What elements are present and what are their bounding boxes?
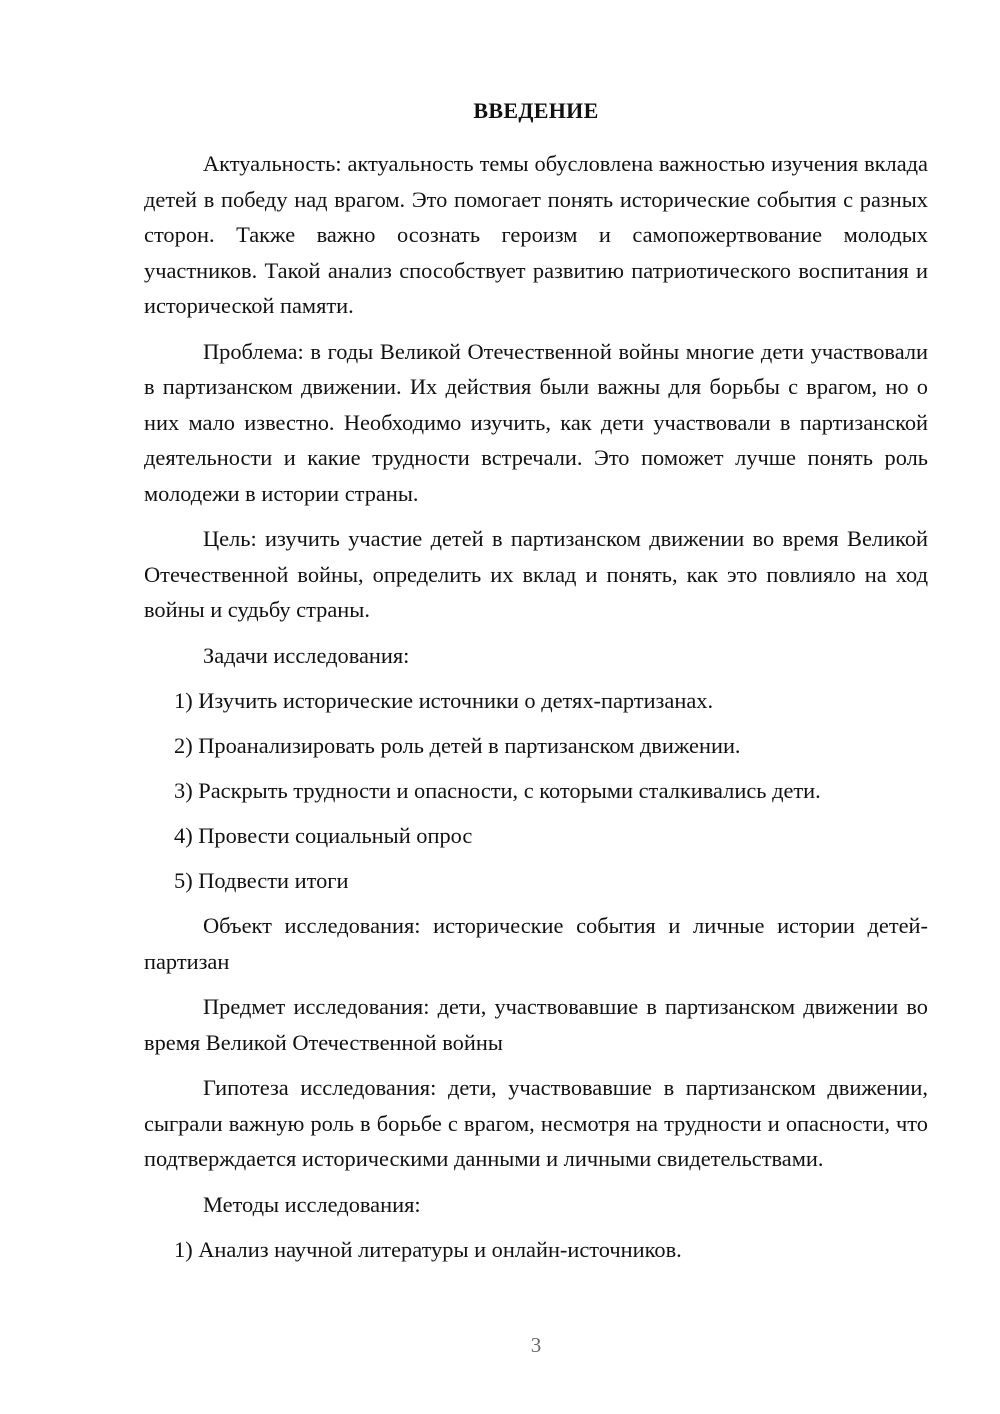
problem-paragraph: Проблема: в годы Великой Отечественной войны многие дети участвовали в партизанском движении. Их действия были важны для борьбы с врагом, но о них мало известно. Необходимо изучить, как дети участвовали в партизанской деятельности и какие трудности встречали. Это поможет лучше понять роль молодежи в истории страны. — [144, 338, 928, 506]
task-item-4: 4) Провести социальный опрос — [174, 823, 473, 848]
document-page — [144, 96, 928, 1277]
methods-heading: Методы исследования: — [203, 1191, 421, 1217]
method-item-1: 1) Анализ научной литературы и онлайн-источников. — [174, 1237, 682, 1262]
hypothesis-paragraph: Гипотеза исследования: дети, участвовавшие в партизанском движении, сыграли важную роль в борьбе с врагом, несмотря на трудности и опасности, что подтверждается историческими данными и личными свидетельствами. — [144, 1075, 928, 1171]
methods-list — [144, 1232, 928, 1268]
goal-paragraph: Цель: изучить участие детей в партизанском движении во время Великой Отечественной войны, определить их вклад и понять, как это повлияло на ход войны и судьбу страны. — [144, 526, 928, 622]
task-item-3: 3) Раскрыть трудности и опасности, с которыми сталкивались дети. — [174, 778, 821, 803]
subject-paragraph: Предмет исследования: дети, участвовавшие в партизанском движении во время Великой Отечественной войны — [144, 994, 928, 1055]
section-heading: ВВЕДЕНИЕ — [473, 98, 599, 123]
task-item-5: 5) Подвести итоги — [174, 868, 349, 893]
object-paragraph: Объект исследования: исторические события и личные истории детей-партизан — [144, 913, 928, 974]
page-number: 3 — [530, 1333, 542, 1357]
tasks-list — [144, 683, 928, 899]
task-item-2: 2) Проанализировать роль детей в партизанском движении. — [174, 733, 741, 758]
tasks-heading: Задачи исследования: — [203, 642, 410, 668]
relevance-paragraph: Актуальность: актуальность темы обусловлена важностью изучения вклада детей в победу над врагом. Это помогает понять исторические события с разных сторон. Также важно осознать героизм и самопожертвование молодых участников. Такой анализ способствует развитию патриотического воспитания и исторической памяти. — [144, 151, 928, 318]
task-item-1: 1) Изучить исторические источники о детях-партизанах. — [174, 688, 714, 713]
